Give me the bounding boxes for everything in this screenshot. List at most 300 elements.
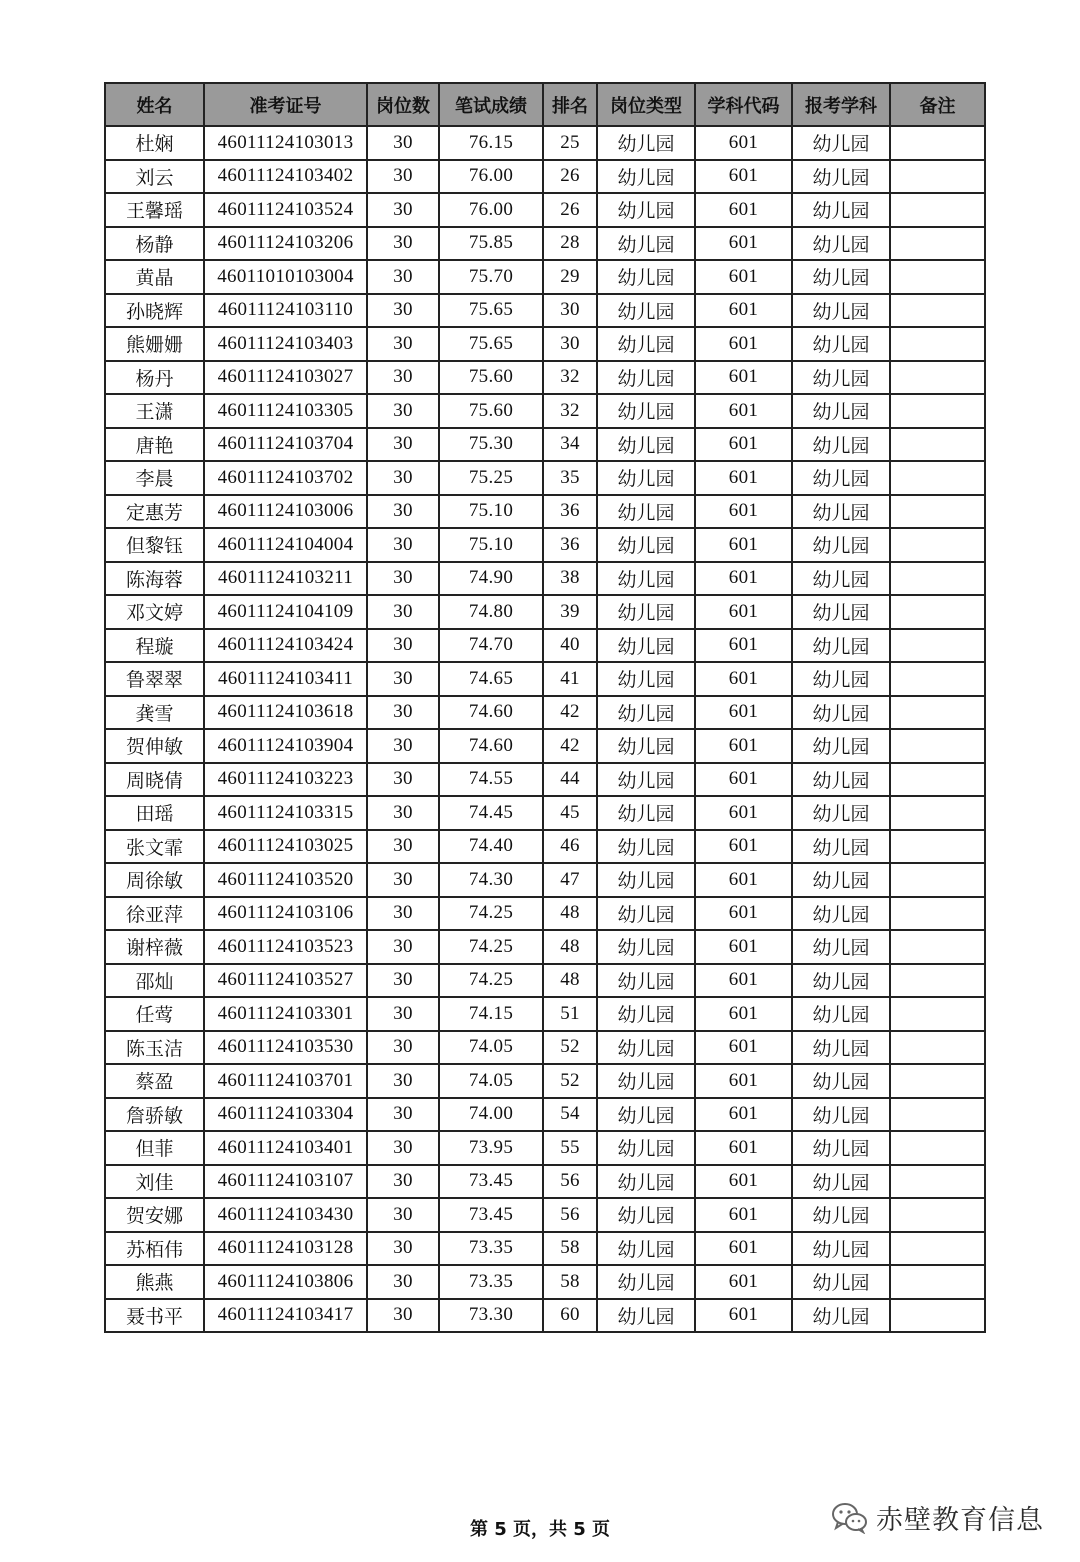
cell-written-score: 74.60 xyxy=(439,696,543,730)
cell-position-type: 幼儿园 xyxy=(597,394,695,428)
cell-rank: 34 xyxy=(543,428,597,462)
results-table xyxy=(104,82,986,1333)
cell-name: 邵灿 xyxy=(105,964,204,998)
cell-position-type: 幼儿园 xyxy=(597,897,695,931)
cell-written-score: 74.25 xyxy=(439,897,543,931)
cell-rank: 36 xyxy=(543,528,597,562)
table-row xyxy=(105,294,985,328)
header-remarks: 备注 xyxy=(890,83,985,126)
cell-subject: 幼儿园 xyxy=(792,1299,890,1333)
cell-position-type: 幼儿园 xyxy=(597,930,695,964)
table-row xyxy=(105,729,985,763)
cell-rank: 39 xyxy=(543,595,597,629)
cell-subject: 幼儿园 xyxy=(792,1064,890,1098)
cell-rank: 55 xyxy=(543,1131,597,1165)
cell-exam-number: 46011124103006 xyxy=(204,495,367,529)
cell-exam-number: 46011124103424 xyxy=(204,629,367,663)
cell-subject: 幼儿园 xyxy=(792,1165,890,1199)
cell-exam-number: 46011124103701 xyxy=(204,1064,367,1098)
cell-exam-number: 46011124103106 xyxy=(204,897,367,931)
cell-remarks xyxy=(890,1131,985,1165)
cell-written-score: 75.30 xyxy=(439,428,543,462)
cell-subject-code: 601 xyxy=(695,1165,792,1199)
cell-name: 贺安娜 xyxy=(105,1198,204,1232)
cell-written-score: 74.25 xyxy=(439,964,543,998)
cell-written-score: 75.60 xyxy=(439,361,543,395)
cell-positions: 30 xyxy=(367,1299,439,1333)
cell-subject: 幼儿园 xyxy=(792,160,890,194)
cell-exam-number: 46011124103013 xyxy=(204,126,367,160)
cell-written-score: 76.00 xyxy=(439,160,543,194)
cell-subject: 幼儿园 xyxy=(792,1031,890,1065)
cell-exam-number: 46011124103530 xyxy=(204,1031,367,1065)
cell-subject-code: 601 xyxy=(695,729,792,763)
cell-rank: 56 xyxy=(543,1165,597,1199)
cell-remarks xyxy=(890,863,985,897)
cell-exam-number: 46011124103305 xyxy=(204,394,367,428)
cell-name: 鲁翠翠 xyxy=(105,662,204,696)
cell-position-type: 幼儿园 xyxy=(597,1198,695,1232)
cell-exam-number: 46011124103402 xyxy=(204,160,367,194)
cell-name: 刘云 xyxy=(105,160,204,194)
cell-subject: 幼儿园 xyxy=(792,394,890,428)
table-row xyxy=(105,1232,985,1266)
cell-positions: 30 xyxy=(367,1064,439,1098)
cell-exam-number: 46011124103027 xyxy=(204,361,367,395)
cell-exam-number: 46011124103211 xyxy=(204,562,367,596)
cell-written-score: 74.00 xyxy=(439,1098,543,1132)
cell-remarks xyxy=(890,126,985,160)
table-row xyxy=(105,562,985,596)
cell-subject-code: 601 xyxy=(695,1098,792,1132)
cell-positions: 30 xyxy=(367,394,439,428)
cell-remarks xyxy=(890,629,985,663)
cell-subject: 幼儿园 xyxy=(792,193,890,227)
table-row xyxy=(105,1031,985,1065)
cell-remarks xyxy=(890,461,985,495)
cell-subject: 幼儿园 xyxy=(792,126,890,160)
table-row xyxy=(105,662,985,696)
cell-exam-number: 46011010103004 xyxy=(204,260,367,294)
cell-subject-code: 601 xyxy=(695,495,792,529)
cell-subject: 幼儿园 xyxy=(792,997,890,1031)
table-row xyxy=(105,1165,985,1199)
cell-position-type: 幼儿园 xyxy=(597,1265,695,1299)
table-row xyxy=(105,495,985,529)
cell-subject-code: 601 xyxy=(695,428,792,462)
cell-positions: 30 xyxy=(367,629,439,663)
cell-positions: 30 xyxy=(367,830,439,864)
cell-remarks xyxy=(890,495,985,529)
cell-exam-number: 46011124103315 xyxy=(204,796,367,830)
cell-exam-number: 46011124103704 xyxy=(204,428,367,462)
page-number: 第 5 页，共 5 页 xyxy=(469,1519,611,1540)
cell-subject: 幼儿园 xyxy=(792,361,890,395)
cell-exam-number: 46011124103520 xyxy=(204,863,367,897)
cell-rank: 58 xyxy=(543,1232,597,1266)
cell-subject-code: 601 xyxy=(695,1064,792,1098)
table-row xyxy=(105,830,985,864)
table-row xyxy=(105,327,985,361)
cell-positions: 30 xyxy=(367,796,439,830)
cell-name: 唐艳 xyxy=(105,428,204,462)
cell-subject: 幼儿园 xyxy=(792,830,890,864)
cell-written-score: 74.65 xyxy=(439,662,543,696)
cell-subject: 幼儿园 xyxy=(792,1098,890,1132)
header-written-score: 笔试成绩 xyxy=(439,83,543,126)
table-row xyxy=(105,897,985,931)
cell-name: 但黎钰 xyxy=(105,528,204,562)
cell-subject-code: 601 xyxy=(695,461,792,495)
cell-position-type: 幼儿园 xyxy=(597,495,695,529)
cell-written-score: 76.15 xyxy=(439,126,543,160)
cell-remarks xyxy=(890,394,985,428)
cell-subject-code: 601 xyxy=(695,863,792,897)
cell-subject-code: 601 xyxy=(695,1232,792,1266)
header-rank: 排名 xyxy=(543,83,597,126)
cell-subject-code: 601 xyxy=(695,126,792,160)
cell-position-type: 幼儿园 xyxy=(597,964,695,998)
cell-rank: 45 xyxy=(543,796,597,830)
cell-remarks xyxy=(890,361,985,395)
cell-positions: 30 xyxy=(367,193,439,227)
cell-subject: 幼儿园 xyxy=(792,1265,890,1299)
cell-position-type: 幼儿园 xyxy=(597,160,695,194)
table-row xyxy=(105,1098,985,1132)
cell-position-type: 幼儿园 xyxy=(597,126,695,160)
cell-rank: 26 xyxy=(543,193,597,227)
cell-written-score: 73.35 xyxy=(439,1232,543,1266)
cell-positions: 30 xyxy=(367,528,439,562)
cell-rank: 51 xyxy=(543,997,597,1031)
cell-rank: 32 xyxy=(543,394,597,428)
cell-written-score: 76.00 xyxy=(439,193,543,227)
cell-rank: 36 xyxy=(543,495,597,529)
cell-remarks xyxy=(890,160,985,194)
table-row xyxy=(105,964,985,998)
cell-position-type: 幼儿园 xyxy=(597,729,695,763)
cell-position-type: 幼儿园 xyxy=(597,1031,695,1065)
cell-subject-code: 601 xyxy=(695,327,792,361)
cell-position-type: 幼儿园 xyxy=(597,461,695,495)
watermark xyxy=(832,1498,1044,1537)
cell-written-score: 75.10 xyxy=(439,528,543,562)
header-exam-number: 准考证号 xyxy=(204,83,367,126)
cell-remarks xyxy=(890,830,985,864)
cell-positions: 30 xyxy=(367,562,439,596)
cell-exam-number: 46011124104004 xyxy=(204,528,367,562)
cell-position-type: 幼儿园 xyxy=(597,1098,695,1132)
cell-positions: 30 xyxy=(367,227,439,261)
cell-remarks xyxy=(890,796,985,830)
cell-rank: 56 xyxy=(543,1198,597,1232)
cell-name: 定惠芳 xyxy=(105,495,204,529)
cell-subject-code: 601 xyxy=(695,930,792,964)
cell-position-type: 幼儿园 xyxy=(597,997,695,1031)
cell-rank: 35 xyxy=(543,461,597,495)
cell-written-score: 75.65 xyxy=(439,327,543,361)
cell-rank: 44 xyxy=(543,763,597,797)
cell-positions: 30 xyxy=(367,160,439,194)
cell-position-type: 幼儿园 xyxy=(597,1064,695,1098)
cell-subject-code: 601 xyxy=(695,763,792,797)
cell-remarks xyxy=(890,897,985,931)
cell-positions: 30 xyxy=(367,863,439,897)
cell-subject-code: 601 xyxy=(695,227,792,261)
table-row xyxy=(105,260,985,294)
cell-position-type: 幼儿园 xyxy=(597,227,695,261)
table-row xyxy=(105,997,985,1031)
cell-name: 聂书平 xyxy=(105,1299,204,1333)
cell-positions: 30 xyxy=(367,1165,439,1199)
cell-subject: 幼儿园 xyxy=(792,964,890,998)
cell-subject: 幼儿园 xyxy=(792,327,890,361)
cell-exam-number: 46011124103618 xyxy=(204,696,367,730)
cell-rank: 48 xyxy=(543,930,597,964)
cell-rank: 32 xyxy=(543,361,597,395)
cell-remarks xyxy=(890,662,985,696)
cell-positions: 30 xyxy=(367,595,439,629)
cell-remarks xyxy=(890,227,985,261)
cell-written-score: 73.95 xyxy=(439,1131,543,1165)
cell-remarks xyxy=(890,1031,985,1065)
cell-positions: 30 xyxy=(367,729,439,763)
table-row xyxy=(105,863,985,897)
table-header-row xyxy=(105,83,985,126)
cell-positions: 30 xyxy=(367,126,439,160)
cell-positions: 30 xyxy=(367,1198,439,1232)
cell-exam-number: 46011124103025 xyxy=(204,830,367,864)
table-row xyxy=(105,1265,985,1299)
cell-rank: 48 xyxy=(543,964,597,998)
cell-remarks xyxy=(890,930,985,964)
cell-written-score: 74.25 xyxy=(439,930,543,964)
cell-remarks xyxy=(890,1198,985,1232)
cell-position-type: 幼儿园 xyxy=(597,428,695,462)
cell-name: 刘佳 xyxy=(105,1165,204,1199)
cell-written-score: 75.85 xyxy=(439,227,543,261)
table-row xyxy=(105,763,985,797)
table-row xyxy=(105,1198,985,1232)
cell-position-type: 幼儿园 xyxy=(597,696,695,730)
table-row xyxy=(105,126,985,160)
cell-positions: 30 xyxy=(367,428,439,462)
cell-subject: 幼儿园 xyxy=(792,763,890,797)
cell-position-type: 幼儿园 xyxy=(597,361,695,395)
cell-positions: 30 xyxy=(367,1031,439,1065)
cell-subject: 幼儿园 xyxy=(792,1131,890,1165)
watermark-text: 赤壁教育信息 xyxy=(876,1505,1044,1536)
table-row xyxy=(105,1131,985,1165)
header-positions: 岗位数 xyxy=(367,83,439,126)
cell-rank: 48 xyxy=(543,897,597,931)
table-row xyxy=(105,1064,985,1098)
cell-remarks xyxy=(890,1064,985,1098)
cell-subject-code: 601 xyxy=(695,897,792,931)
cell-rank: 28 xyxy=(543,227,597,261)
cell-subject: 幼儿园 xyxy=(792,428,890,462)
cell-remarks xyxy=(890,729,985,763)
cell-written-score: 75.10 xyxy=(439,495,543,529)
cell-subject: 幼儿园 xyxy=(792,260,890,294)
cell-rank: 52 xyxy=(543,1031,597,1065)
cell-subject-code: 601 xyxy=(695,394,792,428)
cell-subject-code: 601 xyxy=(695,1198,792,1232)
cell-exam-number: 46011124103401 xyxy=(204,1131,367,1165)
cell-written-score: 73.45 xyxy=(439,1198,543,1232)
cell-remarks xyxy=(890,327,985,361)
cell-name: 杜娴 xyxy=(105,126,204,160)
cell-subject-code: 601 xyxy=(695,696,792,730)
cell-rank: 58 xyxy=(543,1265,597,1299)
cell-remarks xyxy=(890,562,985,596)
cell-name: 黄晶 xyxy=(105,260,204,294)
cell-exam-number: 46011124103904 xyxy=(204,729,367,763)
cell-subject-code: 601 xyxy=(695,193,792,227)
cell-subject: 幼儿园 xyxy=(792,562,890,596)
table-row xyxy=(105,227,985,261)
cell-exam-number: 46011124103527 xyxy=(204,964,367,998)
cell-positions: 30 xyxy=(367,696,439,730)
cell-rank: 41 xyxy=(543,662,597,696)
table-row xyxy=(105,595,985,629)
cell-written-score: 74.80 xyxy=(439,595,543,629)
cell-remarks xyxy=(890,964,985,998)
table-row xyxy=(105,1299,985,1333)
cell-subject: 幼儿园 xyxy=(792,528,890,562)
header-subject-code: 学科代码 xyxy=(695,83,792,126)
cell-remarks xyxy=(890,1265,985,1299)
table-row xyxy=(105,428,985,462)
table-row xyxy=(105,394,985,428)
cell-name: 詹骄敏 xyxy=(105,1098,204,1132)
cell-name: 李晨 xyxy=(105,461,204,495)
cell-name: 王馨瑶 xyxy=(105,193,204,227)
cell-written-score: 74.05 xyxy=(439,1031,543,1065)
cell-positions: 30 xyxy=(367,260,439,294)
cell-subject: 幼儿园 xyxy=(792,930,890,964)
header-name: 姓名 xyxy=(105,83,204,126)
cell-remarks xyxy=(890,696,985,730)
cell-position-type: 幼儿园 xyxy=(597,327,695,361)
cell-exam-number: 46011124103702 xyxy=(204,461,367,495)
cell-subject-code: 601 xyxy=(695,595,792,629)
cell-written-score: 74.30 xyxy=(439,863,543,897)
cell-position-type: 幼儿园 xyxy=(597,294,695,328)
cell-written-score: 75.70 xyxy=(439,260,543,294)
table-row xyxy=(105,930,985,964)
cell-rank: 38 xyxy=(543,562,597,596)
cell-rank: 29 xyxy=(543,260,597,294)
cell-rank: 46 xyxy=(543,830,597,864)
cell-subject-code: 601 xyxy=(695,1031,792,1065)
cell-position-type: 幼儿园 xyxy=(597,1299,695,1333)
cell-written-score: 75.65 xyxy=(439,294,543,328)
cell-subject-code: 601 xyxy=(695,964,792,998)
cell-positions: 30 xyxy=(367,930,439,964)
cell-subject-code: 601 xyxy=(695,260,792,294)
cell-positions: 30 xyxy=(367,1265,439,1299)
cell-positions: 30 xyxy=(367,294,439,328)
cell-subject-code: 601 xyxy=(695,1131,792,1165)
cell-remarks xyxy=(890,1232,985,1266)
cell-subject-code: 601 xyxy=(695,1265,792,1299)
cell-exam-number: 46011124103524 xyxy=(204,193,367,227)
cell-subject: 幼儿园 xyxy=(792,662,890,696)
cell-subject: 幼儿园 xyxy=(792,729,890,763)
cell-written-score: 74.90 xyxy=(439,562,543,596)
cell-rank: 26 xyxy=(543,160,597,194)
table-row xyxy=(105,629,985,663)
cell-remarks xyxy=(890,763,985,797)
cell-subject-code: 601 xyxy=(695,1299,792,1333)
cell-positions: 30 xyxy=(367,997,439,1031)
cell-subject-code: 601 xyxy=(695,796,792,830)
cell-exam-number: 46011124103110 xyxy=(204,294,367,328)
cell-name: 贺伸敏 xyxy=(105,729,204,763)
cell-remarks xyxy=(890,1165,985,1199)
cell-rank: 54 xyxy=(543,1098,597,1132)
cell-subject-code: 601 xyxy=(695,361,792,395)
cell-name: 陈玉洁 xyxy=(105,1031,204,1065)
cell-subject: 幼儿园 xyxy=(792,696,890,730)
cell-written-score: 73.30 xyxy=(439,1299,543,1333)
cell-positions: 30 xyxy=(367,964,439,998)
cell-exam-number: 46011124103301 xyxy=(204,997,367,1031)
cell-exam-number: 46011124103304 xyxy=(204,1098,367,1132)
cell-exam-number: 46011124104109 xyxy=(204,595,367,629)
table-row xyxy=(105,696,985,730)
cell-exam-number: 46011124103403 xyxy=(204,327,367,361)
cell-remarks xyxy=(890,1299,985,1333)
cell-exam-number: 46011124103107 xyxy=(204,1165,367,1199)
cell-position-type: 幼儿园 xyxy=(597,830,695,864)
cell-name: 杨静 xyxy=(105,227,204,261)
cell-exam-number: 46011124103806 xyxy=(204,1265,367,1299)
table-row xyxy=(105,528,985,562)
cell-rank: 25 xyxy=(543,126,597,160)
cell-subject: 幼儿园 xyxy=(792,1198,890,1232)
cell-name: 王潇 xyxy=(105,394,204,428)
cell-rank: 47 xyxy=(543,863,597,897)
table-row xyxy=(105,193,985,227)
cell-name: 任莺 xyxy=(105,997,204,1031)
cell-position-type: 幼儿园 xyxy=(597,595,695,629)
cell-exam-number: 46011124103128 xyxy=(204,1232,367,1266)
cell-position-type: 幼儿园 xyxy=(597,1165,695,1199)
cell-written-score: 73.35 xyxy=(439,1265,543,1299)
cell-positions: 30 xyxy=(367,1232,439,1266)
cell-remarks xyxy=(890,997,985,1031)
cell-rank: 42 xyxy=(543,729,597,763)
cell-position-type: 幼儿园 xyxy=(597,763,695,797)
cell-subject-code: 601 xyxy=(695,294,792,328)
cell-subject-code: 601 xyxy=(695,830,792,864)
cell-remarks xyxy=(890,528,985,562)
cell-subject-code: 601 xyxy=(695,562,792,596)
cell-name: 苏栢伟 xyxy=(105,1232,204,1266)
table-row xyxy=(105,160,985,194)
cell-position-type: 幼儿园 xyxy=(597,863,695,897)
cell-subject: 幼儿园 xyxy=(792,863,890,897)
cell-subject: 幼儿园 xyxy=(792,595,890,629)
cell-rank: 30 xyxy=(543,327,597,361)
cell-position-type: 幼儿园 xyxy=(597,662,695,696)
cell-positions: 30 xyxy=(367,897,439,931)
cell-subject: 幼儿园 xyxy=(792,629,890,663)
cell-exam-number: 46011124103417 xyxy=(204,1299,367,1333)
cell-written-score: 75.25 xyxy=(439,461,543,495)
